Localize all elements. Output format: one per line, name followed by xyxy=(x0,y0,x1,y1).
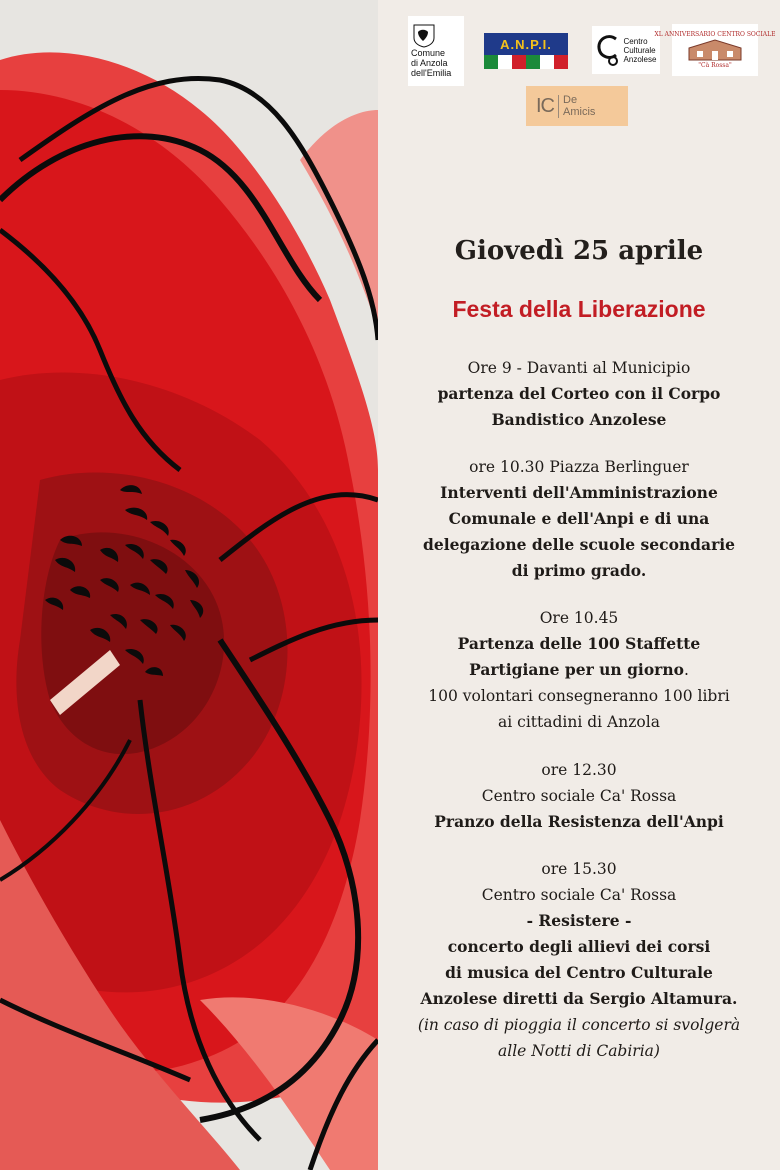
event-3-line-2: 100 volontari consegneranno 100 libri xyxy=(428,687,730,705)
event-5-place: Centro sociale Ca' Rossa xyxy=(481,886,677,904)
ca-rossa-building-icon xyxy=(685,38,745,62)
logo-row xyxy=(408,16,776,86)
ic-label: IC xyxy=(536,95,559,118)
event-2-bold-1: Interventi dell'Amministrazione xyxy=(440,483,718,502)
event-5-note-1: (in caso di pioggia il concerto si svolgerà xyxy=(417,1016,741,1034)
centro-culturale-icon xyxy=(596,33,622,67)
comune-logo xyxy=(408,16,464,86)
event-title: Festa della Liberazione xyxy=(452,296,706,322)
event-1-line: Ore 9 - Davanti al Municipio xyxy=(467,359,691,377)
event-block-4 xyxy=(363,757,780,835)
anpi-logo xyxy=(484,30,568,72)
event-5-time: ore 15.30 xyxy=(541,860,617,878)
event-block-1 xyxy=(363,355,780,433)
event-3-line-3: ai cittadini di Anzola xyxy=(498,713,660,731)
event-5-bold-1: - Resistere - xyxy=(526,911,632,930)
event-block-2 xyxy=(363,454,780,584)
ic-de-amicis-logo xyxy=(526,86,628,126)
comune-name-1: Comune xyxy=(411,48,446,58)
ccc-line-3: Anzolese xyxy=(623,54,657,64)
ca-rossa-logo xyxy=(654,24,776,76)
event-1-bold-1: partenza del Corteo con il Corpo xyxy=(437,384,721,403)
event-4-time: ore 12.30 xyxy=(541,761,617,779)
event-4-place: Centro sociale Ca' Rossa xyxy=(481,787,677,805)
event-4-bold-1: Pranzo della Resistenza dell'Anpi xyxy=(434,812,724,831)
event-date: Giovedì 25 aprile xyxy=(454,236,704,266)
event-3-bold-1: Partenza delle 100 Staffette xyxy=(457,634,701,653)
event-block-3: Ore 10.45 Partenza delle 100 Staffette Partigiane per un giorno. 100 volontari consegneranno 100 libri ai cittadini di Anzola xyxy=(363,605,780,735)
event-5-bold-3: di musica del Centro Culturale xyxy=(445,963,713,982)
event-2-line: ore 10.30 Piazza Berlinguer xyxy=(469,458,689,476)
ca-rossa-line-1: XL ANNIVERSARIO CENTRO SOCIALE xyxy=(654,31,776,38)
ca-rossa-line-2: "Cà Rossa" xyxy=(698,62,732,69)
event-1-bold-2: Bandistico Anzolese xyxy=(491,410,667,429)
anpi-label: A.N.P.I. xyxy=(484,33,568,55)
centro-culturale-logo xyxy=(592,26,660,74)
comune-name-2: di Anzola xyxy=(411,58,448,68)
ic-de: De xyxy=(563,94,578,106)
event-3-line: Ore 10.45 xyxy=(539,609,619,627)
event-5-bold-4: Anzolese diretti da Sergio Altamura. xyxy=(420,989,738,1008)
event-3-bold-2: Partigiane per un giorno xyxy=(469,660,684,679)
anpi-flag xyxy=(484,55,568,69)
ccc-line-1: Centro xyxy=(623,36,648,46)
ccc-line-2: Culturale xyxy=(623,45,656,55)
comune-name-3: dell'Emilia xyxy=(411,68,452,78)
comune-shield-icon xyxy=(413,24,435,48)
event-block-5 xyxy=(363,856,780,1064)
event-5-note-2: alle Notti di Cabiria) xyxy=(498,1042,660,1060)
event-2-bold-2: Comunale e dell'Anpi e di una xyxy=(448,509,710,528)
poppy-illustration xyxy=(0,0,378,1170)
ic-amicis: Amicis xyxy=(563,106,596,118)
event-2-bold-4: di primo grado. xyxy=(511,561,647,580)
event-2-bold-3: delegazione delle scuole secondarie xyxy=(423,535,735,554)
event-5-bold-2: concerto degli allievi dei corsi xyxy=(447,937,711,956)
